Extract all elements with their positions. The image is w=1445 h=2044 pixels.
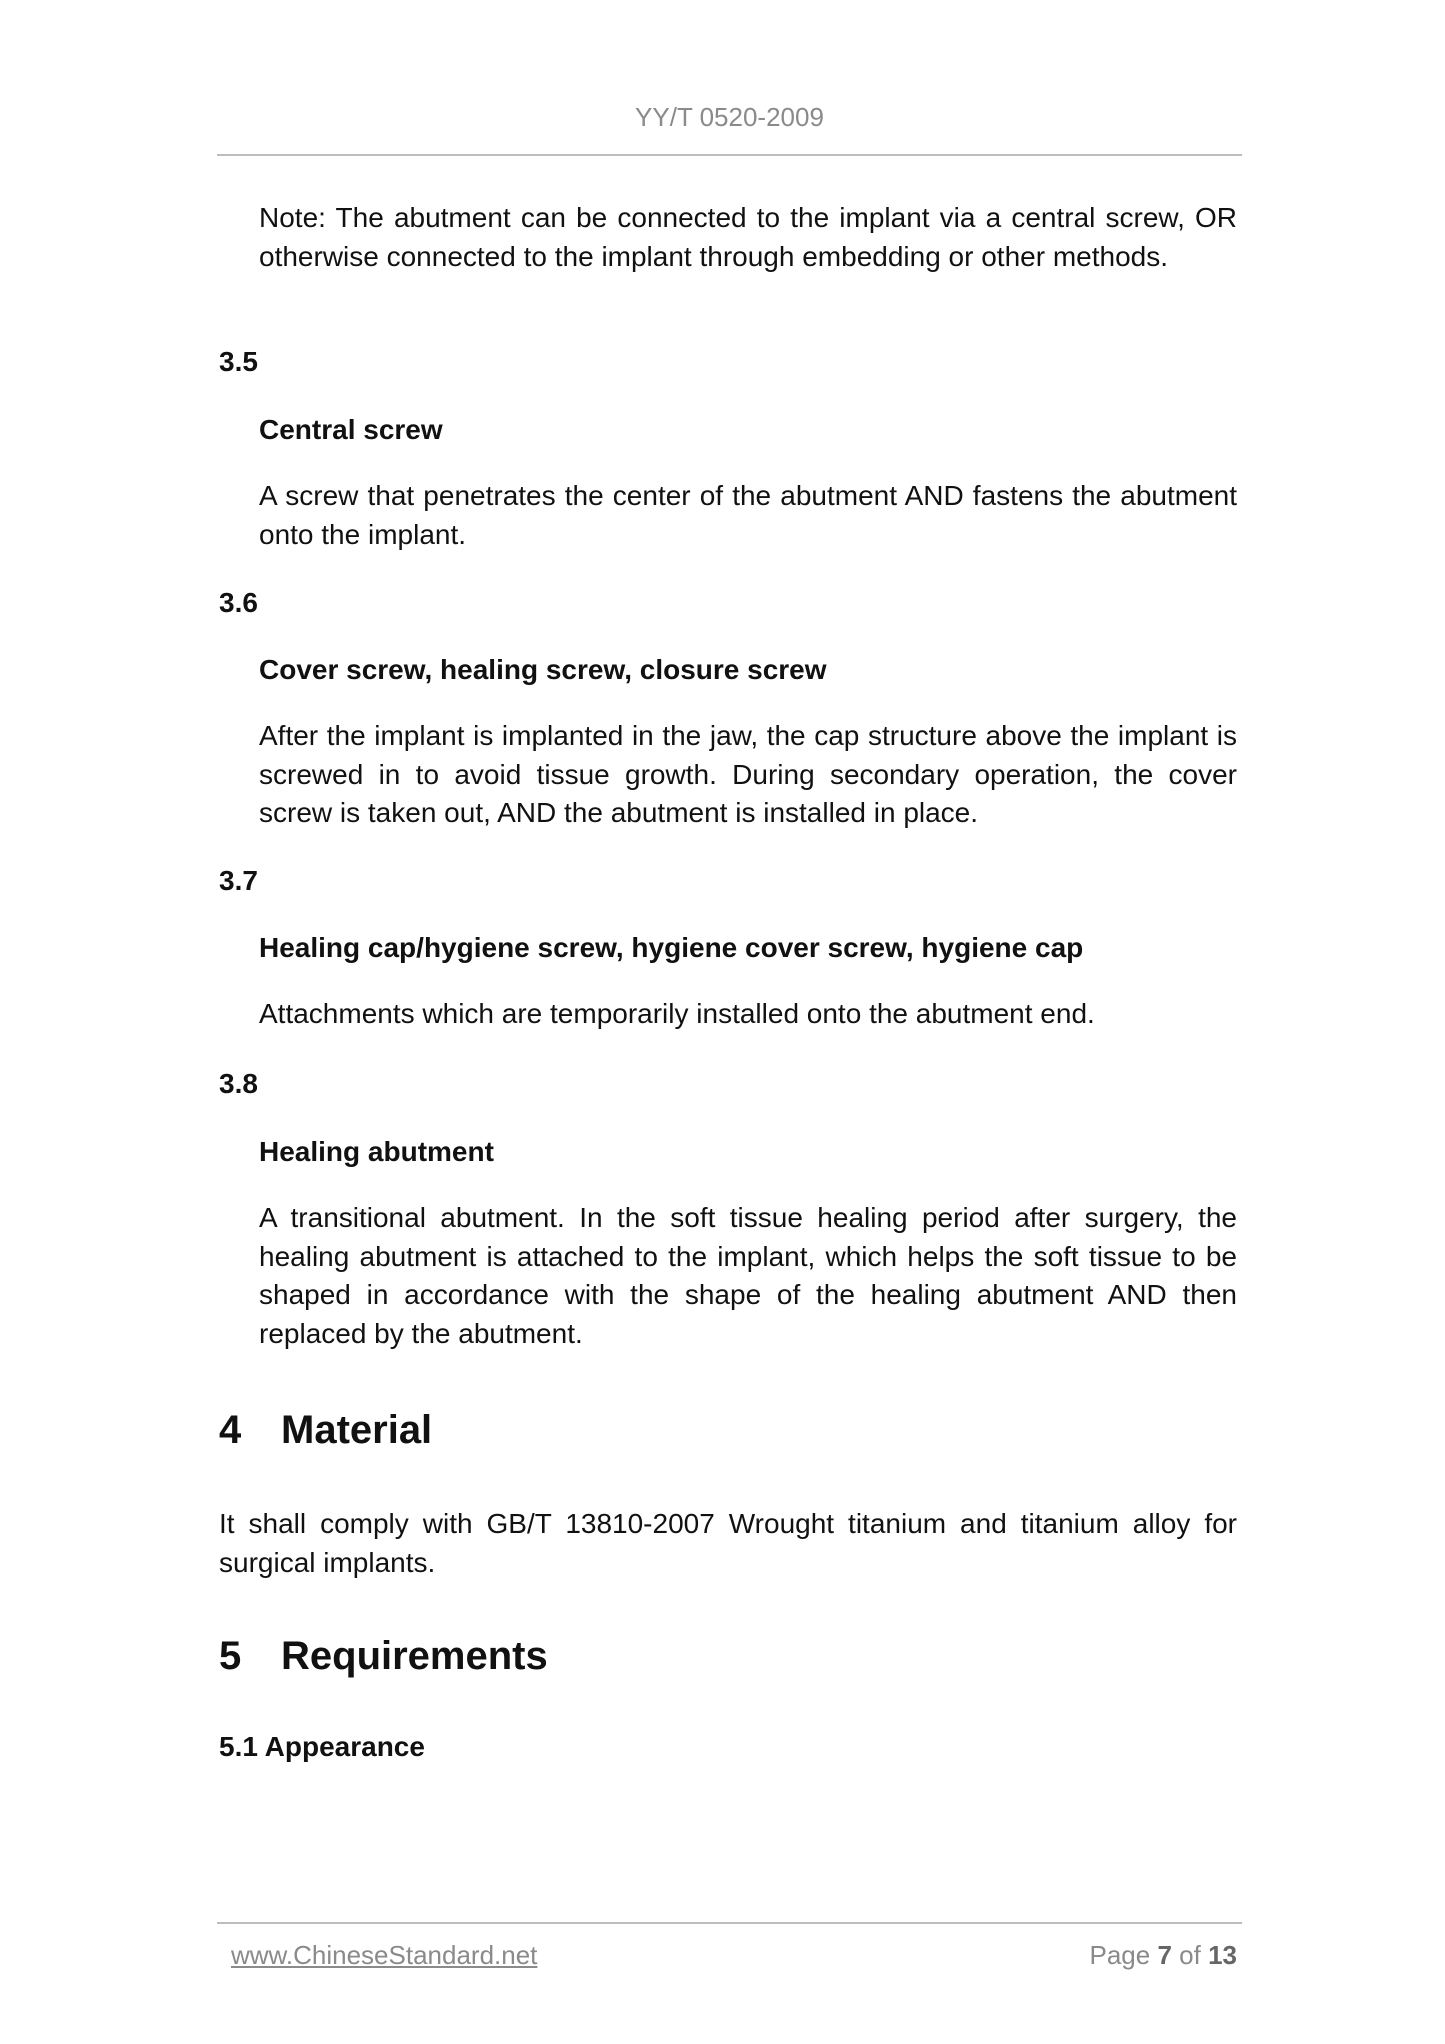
section-number: 5 — [219, 1634, 242, 1678]
footer-divider — [217, 1922, 1242, 1924]
section-heading-requirements — [219, 1634, 548, 1679]
subsection-heading-appearance: 5.1 Appearance — [219, 1731, 425, 1762]
document-header-id: YY/T 0520-2009 — [635, 102, 824, 132]
page-total: 13 — [1208, 1940, 1237, 1970]
clause-number-3-8: 3.8 — [219, 1068, 258, 1099]
page-current: 7 — [1157, 1940, 1172, 1970]
page-indicator — [1089, 1940, 1237, 1971]
clause-number-3-7: 3.7 — [219, 865, 258, 896]
definition-central-screw: A screw that penetrates the center of the abutment AND fastens the abutment onto the implant. — [259, 480, 1237, 550]
definition-cover-screw: After the implant is implanted in the jaw, the cap structure above the implant is screwed in to avoid tissue growth. During secondary operation, the cover screw is taken out, AND the abutment is installed in place. — [259, 720, 1237, 828]
section-number: 4 — [219, 1408, 242, 1452]
page-of: of — [1179, 1940, 1201, 1970]
section-title: Requirements — [281, 1634, 548, 1678]
term-central-screw: Central screw — [259, 414, 443, 445]
clause-number-3-5: 3.5 — [219, 346, 258, 377]
material-requirement: It shall comply with GB/T 13810-2007 Wrought titanium and titanium alloy for surgical implants. — [219, 1508, 1237, 1578]
term-cover-screw: Cover screw, healing screw, closure screw — [259, 654, 827, 685]
website-link[interactable]: www.ChineseStandard.net — [231, 1940, 538, 1970]
term-healing-cap: Healing cap/hygiene screw, hygiene cover screw, hygiene cap — [259, 932, 1084, 963]
page-prefix: Page — [1089, 1940, 1151, 1970]
definition-healing-abutment: A transitional abutment. In the soft tissue healing period after surgery, the healing abutment is attached to the implant, which helps the soft tissue to be shaped in accordance with the shape of the healing abutment AND then replaced by the abutment. — [259, 1202, 1237, 1349]
section-heading-material — [219, 1408, 432, 1453]
term-healing-abutment: Healing abutment — [259, 1136, 494, 1167]
definition-healing-cap: Attachments which are temporarily installed onto the abutment end. — [259, 998, 1095, 1029]
clause-number-3-6: 3.6 — [219, 587, 258, 618]
section-title: Material — [281, 1408, 433, 1452]
abutment-note: Note: The abutment can be connected to the implant via a central screw, OR otherwise connected to the implant through embedding or other methods. — [259, 202, 1237, 272]
header-divider — [217, 154, 1242, 156]
